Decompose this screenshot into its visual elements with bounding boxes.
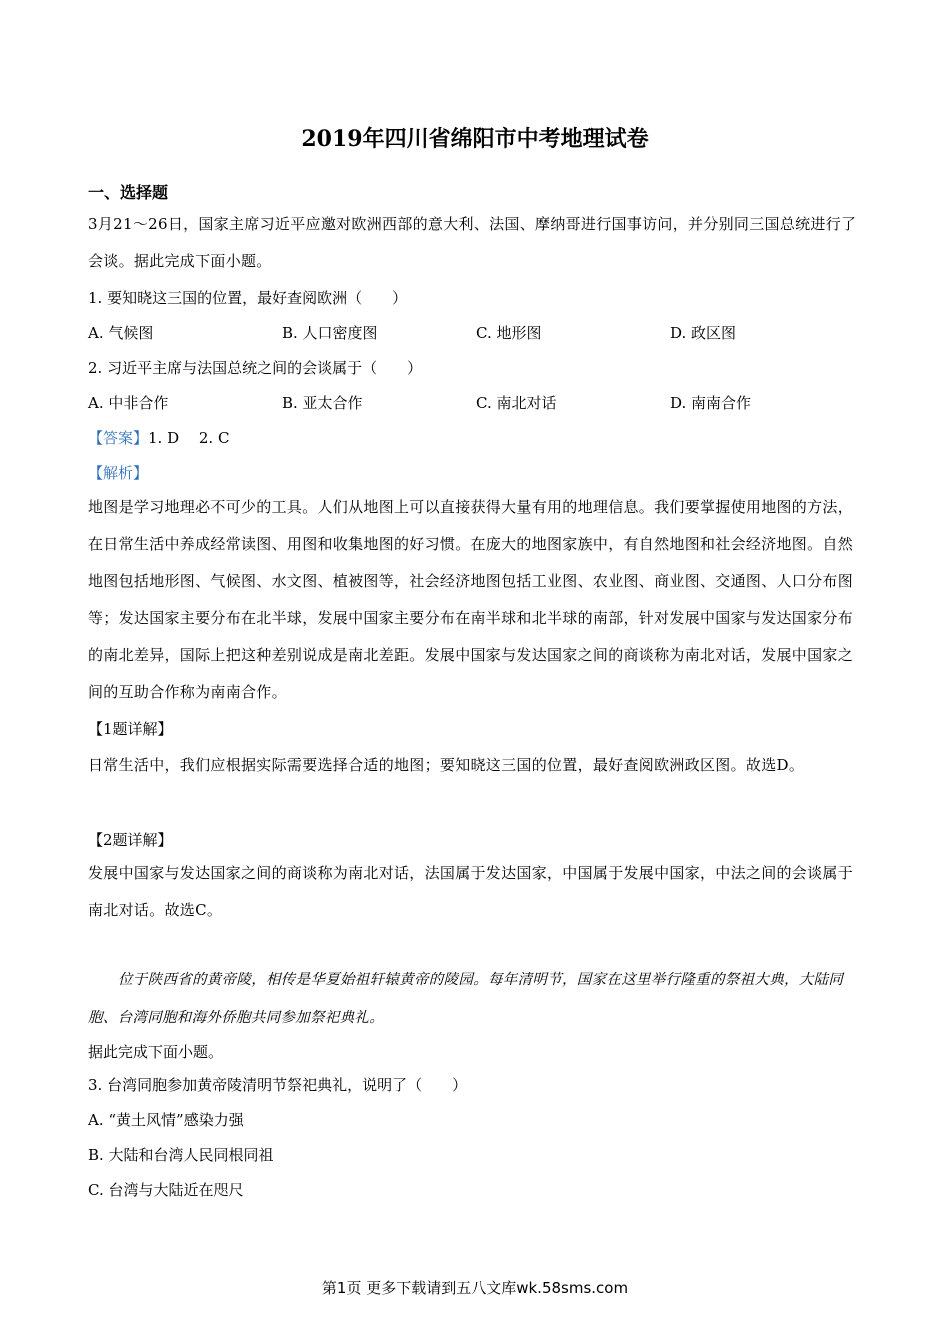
answer-text: 1. D 2. C xyxy=(148,429,230,447)
q1-stem: 1. 要知晓这三国的位置，最好查阅欧洲（ ） xyxy=(88,289,408,307)
q2-option-d: D. 南南合作 xyxy=(670,394,752,412)
q1-option-b: B. 人口密度图 xyxy=(282,324,378,342)
page-footer: 第1页 更多下载请到五八文库wk.58sms.com xyxy=(321,1279,629,1297)
group2-prompt: 据此完成下面小题。 xyxy=(88,1043,224,1061)
group1-intro: 3月21～26日，国家主席习近平应邀对欧洲西部的意大利、法国、摩纳哥进行国事访问，并分别同三国总统进行了会谈。据此完成下面小题。 xyxy=(88,215,857,270)
q3-option-b: B. 大陆和台湾人民同根同祖 xyxy=(88,1146,274,1164)
q1-option-a: A. 气候图 xyxy=(88,324,154,342)
q3-option-c: C. 台湾与大陆近在咫尺 xyxy=(88,1181,244,1199)
section-heading: 一、选择题 xyxy=(88,183,169,202)
group2-passage: 位于陕西省的黄帝陵，相传是华夏始祖轩辕黄帝的陵园。每年清明节，国家在这里举行隆重的祭祖大典，大陆同胞、台湾同胞和海外侨胞共同参加祭祀典礼。 xyxy=(88,972,844,1026)
analysis-tag: 【解析】 xyxy=(88,464,149,482)
analysis-text: 地图是学习地理必不可少的工具。人们从地图上可以直接获得大量有用的地理信息。我们要掌握使用地图的方法，在日常生活中养成经常读图、用图和收集地图的好习惯。在庞大的地图家族中，有自然地图和社会经济地图。自然地图包括地形图、气候图、水文图、植被图等，社会经济地图包括工业图、农业图、商业图、交通图、人口分布图等；发达国家主要分布在北半球，发展中国家主要分布在南半球和北半球的南部，针对发展中国家与发达国家分布的南北差异，国际上把这种差别说成是南北差距。发展中国家与发达国家之间的商谈称为南北对话，发展中国家之间的互助合作称为南南合作。 xyxy=(88,498,854,701)
q2-option-c: C. 南北对话 xyxy=(476,394,557,412)
q2-stem: 2. 习近平主席与法国总统之间的会谈属于（ ） xyxy=(88,359,423,377)
q2-option-a: A. 中非合作 xyxy=(88,394,169,412)
detail2-tag: 【2题详解】 xyxy=(88,831,173,849)
q1-option-d: D. 政区图 xyxy=(670,324,737,342)
q3-option-a: A. “黄土风情”感染力强 xyxy=(88,1111,244,1129)
q3-stem: 3. 台湾同胞参加黄帝陵清明节祭祀典礼，说明了（ ） xyxy=(88,1076,468,1094)
detail1-text: 日常生活中，我们应根据实际需要选择合适的地图；要知晓这三国的位置，最好查阅欧洲政区图。故选D。 xyxy=(88,756,805,774)
detail2-text: 发展中国家与发达国家之间的商谈称为南北对话，法国属于发达国家，中国属于发展中国家，中法之间的会谈属于南北对话。故选C。 xyxy=(88,864,854,919)
q2-option-b: B. 亚太合作 xyxy=(282,394,363,412)
detail1-tag: 【1题详解】 xyxy=(88,720,173,738)
answer-line xyxy=(88,427,229,448)
page-title: 2019年四川省绵阳市中考地理试卷 xyxy=(301,126,649,152)
q1-option-c: C. 地形图 xyxy=(476,324,542,342)
answer-tag: 【答案】 xyxy=(88,429,149,447)
